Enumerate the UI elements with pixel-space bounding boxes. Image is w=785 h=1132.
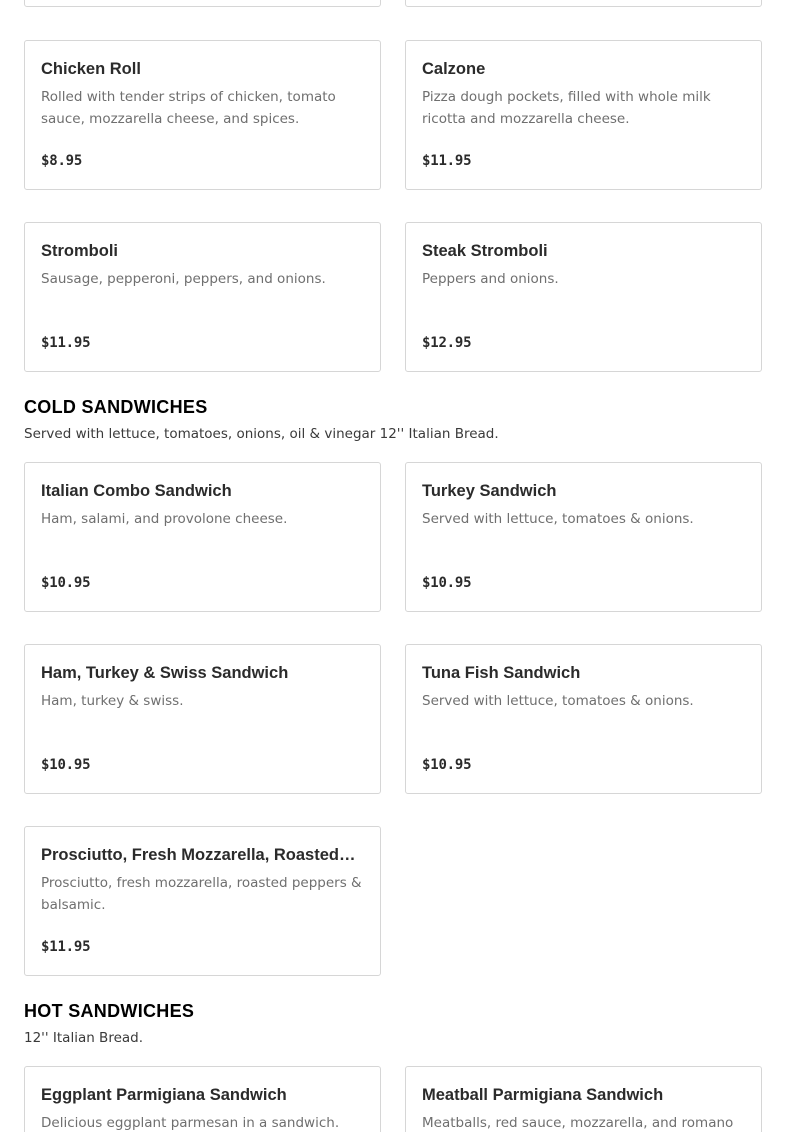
menu-item-description: Sausage, pepperoni, peppers, and onions. [41,271,326,287]
menu-item-name: Meatball Parmigiana Sandwich [422,1086,664,1104]
section-title-cold-sandwiches: COLD SANDWICHES [24,397,208,417]
menu-item-card-partial[interactable] [24,0,381,7]
menu-item-price: $8.95 [41,153,83,169]
menu-item-card[interactable] [24,1066,381,1132]
menu-item-description: Served with lettuce, tomatoes & onions. [422,511,694,527]
menu-item-card[interactable] [24,826,381,976]
menu-item-price: $10.95 [41,757,91,773]
menu-item-description: Rolled with tender strips of chicken, tomato sauce, mozzarella cheese, and spices. [41,89,336,127]
section-title-hot-sandwiches: HOT SANDWICHES [24,1001,195,1021]
menu-item-card[interactable] [24,644,381,794]
menu-item-name: Italian Combo Sandwich [41,482,232,500]
section-subtitle-hot-sandwiches: 12'' Italian Bread. [24,1030,144,1046]
menu-item-card[interactable] [405,462,762,612]
menu-item-description: Ham, turkey & swiss. [41,693,184,709]
menu-item-name: Eggplant Parmigiana Sandwich [41,1086,287,1104]
menu-item-name: Ham, Turkey & Swiss Sandwich [41,664,289,682]
menu-item-card[interactable] [405,40,762,190]
menu-item-card[interactable] [405,1066,762,1132]
menu-item-description: Meatballs, red sauce, mozzarella, and romano [422,1115,734,1131]
menu-item-card[interactable] [24,40,381,190]
menu-item-card-partial[interactable] [405,0,762,7]
menu-item-card[interactable] [405,222,762,372]
menu-item-description: Ham, salami, and provolone cheese. [41,511,288,527]
menu-item-price: $11.95 [41,335,91,351]
menu-item-description: Delicious eggplant parmesan in a sandwich. [41,1115,340,1131]
menu-item-price: $11.95 [41,939,91,955]
menu-item-price: $10.95 [41,575,91,591]
menu-item-name: Prosciutto, Fresh Mozzarella, Roasted… [41,846,356,864]
menu-item-price: $12.95 [422,335,472,351]
menu-item-price: $10.95 [422,575,472,591]
menu-item-name: Tuna Fish Sandwich [422,664,581,682]
menu-item-price: $10.95 [422,757,472,773]
menu-item-description: Prosciutto, fresh mozzarella, roasted peppers & balsamic. [41,875,362,913]
menu-item-description: Peppers and onions. [422,271,559,287]
section-subtitle-cold-sandwiches: Served with lettuce, tomatoes, onions, oil & vinegar 12'' Italian Bread. [24,426,499,442]
menu-item-name: Stromboli [41,242,118,260]
menu-item-name: Calzone [422,60,486,78]
menu-item-card[interactable] [24,462,381,612]
menu-item-name: Steak Stromboli [422,242,548,260]
menu-item-description: Served with lettuce, tomatoes & onions. [422,693,694,709]
menu-item-name: Chicken Roll [41,60,141,78]
menu-item-name: Turkey Sandwich [422,482,557,500]
menu-item-card[interactable] [405,644,762,794]
menu-item-description: Pizza dough pockets, filled with whole milk ricotta and mozzarella cheese. [422,89,711,127]
menu-item-card[interactable] [24,222,381,372]
menu-item-price: $11.95 [422,153,472,169]
